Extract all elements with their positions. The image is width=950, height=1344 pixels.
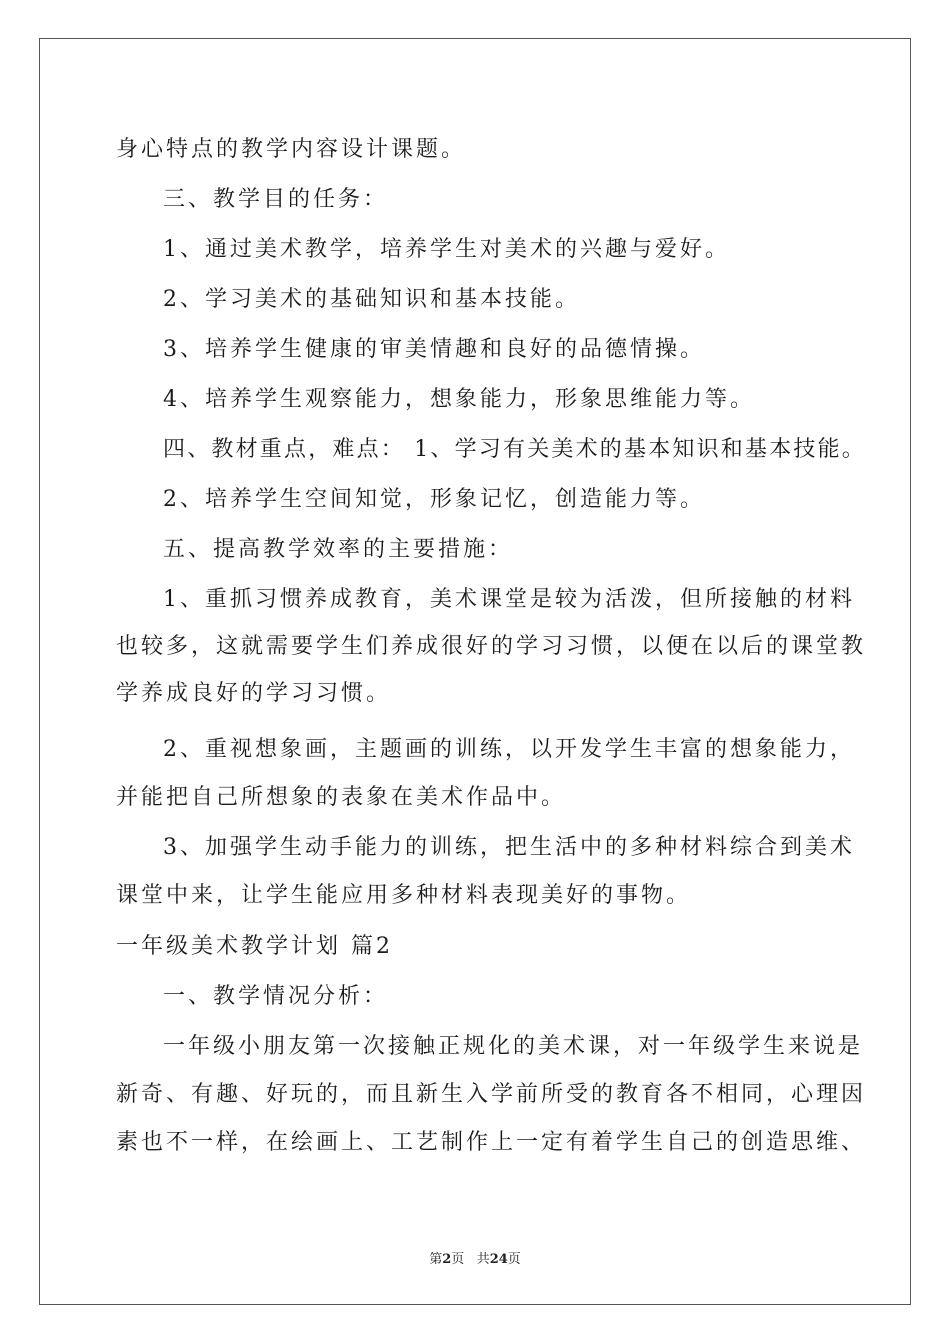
page-current: 2 — [442, 1252, 452, 1267]
text-line: 学养成良好的学习习惯。 — [116, 681, 392, 706]
text-line: 身心特点的教学内容设计课题。 — [116, 137, 467, 162]
text-line: 4、培养学生观察能力，想象能力，形象思维能力等。 — [163, 387, 755, 412]
text-line: 2、学习美术的基础知识和基本技能。 — [163, 287, 580, 312]
section-heading: 一、教学情况分析： — [163, 984, 389, 1009]
text-line: 课堂中来，让学生能应用多种材料表现美好的事物。 — [116, 883, 692, 908]
total-unit: 页 — [507, 1252, 521, 1267]
text-line: 也较多，这就需要学生们养成很好的学习习惯，以便在以后的课堂教 — [116, 634, 867, 659]
text-line: 3、加强学生动手能力的训练，把生活中的多种材料综合到美术 — [163, 835, 855, 860]
document-title: 一年级美术教学计划 篇2 — [116, 934, 393, 959]
page-unit: 页 — [451, 1252, 465, 1267]
total-prefix: 共 — [476, 1252, 490, 1267]
page-border — [39, 38, 911, 1305]
page-footer — [0, 1248, 950, 1267]
text-line: 3、培养学生健康的审美情趣和良好的品德情操。 — [163, 337, 705, 362]
section-heading: 四、教材重点，难点： 1、学习有关美术的基本知识和基本技能。 — [163, 437, 866, 462]
text-line: 2、培养学生空间知觉，形象记忆，创造能力等。 — [163, 487, 705, 512]
page-total: 24 — [489, 1252, 508, 1267]
section-heading: 五、提高教学效率的主要措施： — [163, 537, 514, 562]
section-heading: 三、教学目的任务： — [163, 187, 389, 212]
text-line: 2、重视想象画，主题画的训练，以开发学生丰富的想象能力， — [163, 737, 855, 762]
page-prefix: 第 — [429, 1252, 443, 1267]
text-line: 素也不一样，在绘画上、工艺制作上一定有着学生自己的创造思维、 — [116, 1130, 867, 1155]
text-line: 1、重抓习惯养成教育，美术课堂是较为活泼，但所接触的材料 — [163, 587, 855, 612]
text-line: 并能把自己所想象的表象在美术作品中。 — [116, 785, 567, 810]
text-line: 一年级小朋友第一次接触正规化的美术课，对一年级学生来说是 — [163, 1034, 864, 1059]
text-line: 新奇、有趣、好玩的，而且新生入学前所受的教育各不相同，心理因 — [116, 1082, 867, 1107]
text-line: 1、通过美术教学，培养学生对美术的兴趣与爱好。 — [163, 237, 730, 262]
